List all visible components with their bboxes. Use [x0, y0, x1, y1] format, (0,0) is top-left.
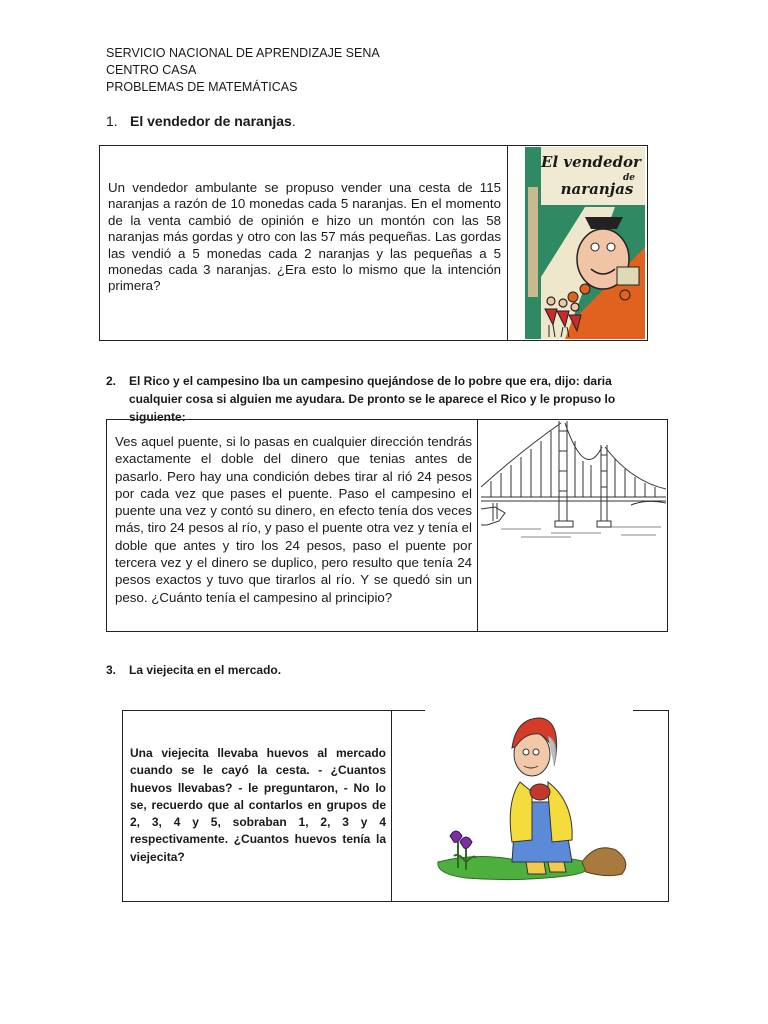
problem-2-title [106, 372, 666, 426]
book-cover-image [525, 147, 645, 339]
problem-3-title [106, 663, 281, 677]
old-woman-image [436, 712, 636, 900]
problem-2-name: El Rico y el campesino Iba un campesino quejándose de lo pobre que era, dijo: daria cualquier cosa si alguien me ayudara. De pronto se le aparece el Rico y le propuso lo siguiente: [129, 374, 616, 424]
problem-3-divider [391, 710, 392, 901]
problem-1-number: 1. [106, 113, 118, 129]
problem-1-title-period: . [291, 113, 296, 129]
book-title-line1: El vendedor [541, 153, 641, 171]
problem-1-title [106, 113, 296, 129]
problem-3-number: 3. [106, 663, 117, 677]
problem-2-text: Ves aquel puente, si lo pasas en cualquier dirección tendrás exactamente el doble del dinero que tenias antes de pasarlo. Pero hay una condición debes tirar al rió 24 pesos por cada vez que pases el puente. Paso el campesino el puente una vez y contó su dinero, en efecto tenía dos veces más, tiro 24 pesos al río, y paso el puente otra vez y tenía el doble que antes y tiro los 24 pesos, paso el puente por tercera vez y el dinero se duplico, pero resulto que tenía 24 pesos exactos y tuvo que tirarlos al río. Y se quedó sin un peso. ¿Cuánto tenía el campesino al principio? [115, 434, 472, 605]
problem-3-top-border-left [122, 710, 425, 711]
header-center: CENTRO CASA [106, 63, 197, 77]
problem-2-number: 2. [106, 374, 117, 388]
problem-3-name: La viejecita en el mercado. [129, 663, 282, 677]
book-title-line2: de [622, 173, 636, 183]
problem-3-text: Una viejecita llevaba huevos al mercado cuando se le cayó la cesta. - ¿Cuantos huevos llevabas? - le preguntaron, - No lo se, recuerdo que al contarlos en grupos de 2, 3, 4 y 5, sobraban 1, 2, 3 y 4 respectivamente. ¿Cuantos huevos tenía la viejecita? [130, 746, 386, 864]
header-institution: SERVICIO NACIONAL DE APRENDIZAJE SENA [106, 46, 380, 60]
problem-1-divider [507, 146, 508, 340]
header-subject: PROBLEMAS DE MATEMÁTICAS [106, 80, 298, 94]
book-title-line3: naranjas [560, 180, 634, 198]
problem-1-text: Un vendedor ambulante se propuso vender una cesta de 115 naranjas a razón de 10 monedas cada 5 naranjas. En el momento de la venta cambió de opinión e hizo un montón con las 58 naranjas más gordas y otro con las 57 más pequeñas. Las gordas las vendió a 5 monedas cada 2 naranjas y las pequeñas a 5 monedas cada 3 naranjas. ¿Era esto lo mismo que la intención primera? [108, 180, 501, 294]
problem-1-name: El vendedor de naranjas [130, 113, 292, 129]
bridge-image [481, 421, 666, 541]
problem-3-top-border-right [633, 710, 669, 711]
problem-2-divider [477, 420, 478, 631]
